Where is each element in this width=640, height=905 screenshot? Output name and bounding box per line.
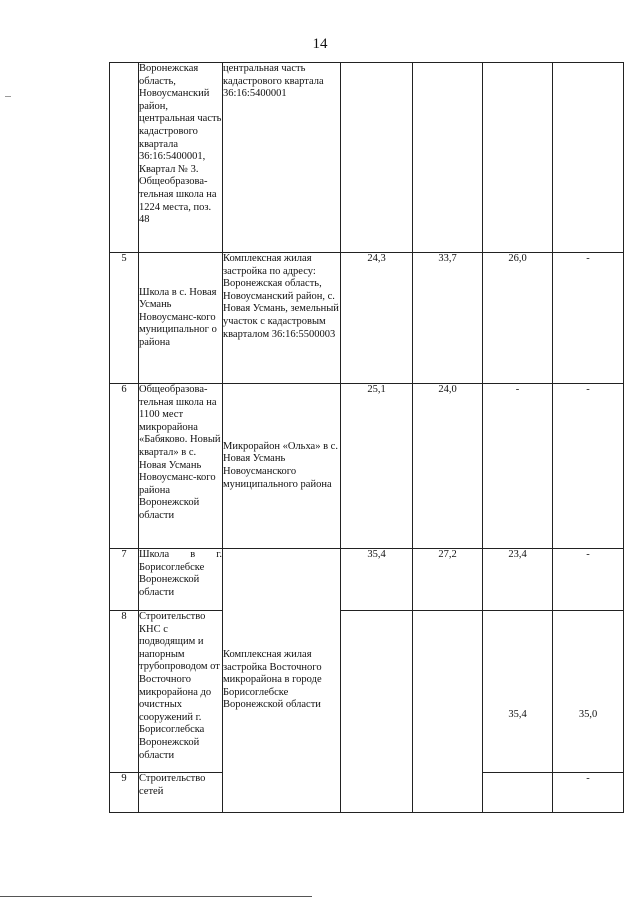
- row-number: 5: [110, 253, 139, 384]
- page-number: 14: [312, 36, 328, 52]
- value-cell: 25,1: [341, 384, 413, 549]
- value-cell: [413, 611, 483, 813]
- margin-mark: [5, 96, 11, 97]
- value-cell: -: [553, 773, 624, 813]
- value-cell: 27,2: [413, 549, 483, 611]
- object-location: Комплексная жилая застройка Восточного микрорайона в городе Борисоглебске Воронежской области: [223, 549, 341, 813]
- row-number: 8: [110, 611, 139, 773]
- table-row: [110, 63, 624, 253]
- value-cell: [341, 63, 413, 253]
- object-name: Строительство КНС с подводящим и напорным трубопроводом от Восточного микрорайона до очистных сооружений г. Борисоглебска Воронежской области: [139, 611, 223, 773]
- value-cell: [341, 611, 413, 813]
- value-cell: [483, 773, 553, 813]
- value-cell: [413, 63, 483, 253]
- value-cell: -: [553, 549, 624, 611]
- value-cell: 26,0: [483, 253, 553, 384]
- row-number: 6: [110, 384, 139, 549]
- table-row: [110, 549, 624, 611]
- value-cell: [483, 63, 553, 253]
- object-location: Комплексная жилая застройка по адресу: Воронежская область, Новоусманский район, с. Новая Усмань, земельный участок с кадастровым кварталом 36:16:5500003: [223, 253, 341, 384]
- object-location: Микрорайон «Ольха» в с. Новая Усмань Новоусманского муниципального района: [223, 384, 341, 549]
- object-name: Воронежская область, Новоусманский район, центральная часть кадастрового квартала 36:16:5400001, Квартал № 3. Общеобразова-тельная школа на 1224 места, поз. 48: [139, 63, 223, 253]
- value-cell: -: [553, 384, 624, 549]
- table-row: [110, 253, 624, 384]
- object-name: Школа в г. Борисоглебске Воронежской области: [139, 549, 223, 611]
- value-cell: 24,0: [413, 384, 483, 549]
- value-cell: 35,0: [553, 611, 624, 773]
- value-cell: 35,4: [483, 611, 553, 773]
- value-cell: 23,4: [483, 549, 553, 611]
- data-table: [109, 62, 624, 813]
- object-location: центральная часть кадастрового квартала 36:16:5400001: [223, 63, 341, 253]
- object-name: Школа в с. Новая Усмань Новоусманс-кого муниципальног о района: [139, 253, 223, 384]
- object-name: Общеобразова-тельная школа на 1100 мест микрорайона «Бабяково. Новый квартал» в с. Новая Усмань Новоусманс-кого района Воронежской области: [139, 384, 223, 549]
- table-row: [110, 611, 624, 773]
- footer-rule: [0, 896, 312, 897]
- table-row: [110, 384, 624, 549]
- value-cell: -: [483, 384, 553, 549]
- value-cell: -: [553, 253, 624, 384]
- row-number: 7: [110, 549, 139, 611]
- value-cell: 24,3: [341, 253, 413, 384]
- object-name: Строительство сетей: [139, 773, 223, 813]
- row-number: 9: [110, 773, 139, 813]
- value-cell: [553, 63, 624, 253]
- value-cell: 33,7: [413, 253, 483, 384]
- row-number: [110, 63, 139, 253]
- value-cell: 35,4: [341, 549, 413, 611]
